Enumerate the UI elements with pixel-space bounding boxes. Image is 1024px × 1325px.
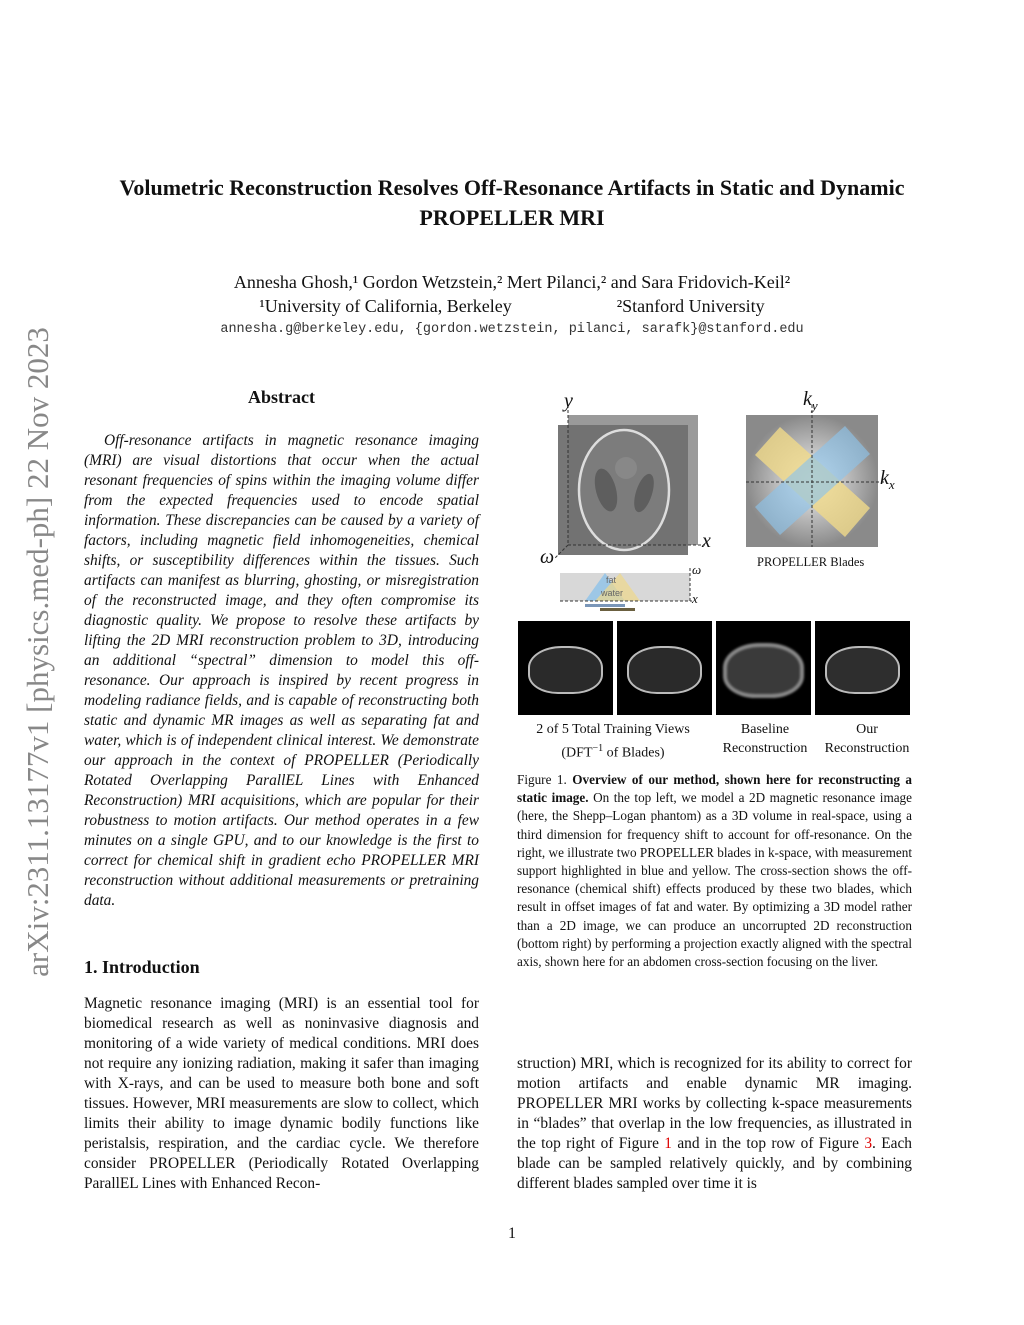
label-ours-line1: Our	[856, 722, 878, 737]
fat-bar	[600, 608, 635, 611]
cross-axis-label-omega: ω	[692, 562, 702, 577]
author-block	[80, 270, 944, 318]
axis-label-y: y	[564, 390, 573, 412]
our-reconstruction-image	[815, 621, 910, 715]
figure-diagram	[540, 390, 920, 615]
label-training-views-line2	[518, 739, 708, 763]
text-part1: struction) MRI, which is recognized for its ability to correct for motion artifacts and enable dynamic MR imaging. PROPELLER MRI works by collecting k-space measurements in “blades” that overlap in the low frequencies, as illustrated in the top right of Figure	[517, 1055, 912, 1152]
axis-label-x: x	[702, 530, 711, 552]
arxiv-identifier: arXiv:2311.13177v1 [physics.med-ph] 22 Nov 2023	[20, 327, 55, 977]
dft-text: (DFT	[561, 745, 593, 761]
phantom-center	[615, 457, 637, 479]
right-column-paragraph	[517, 1054, 912, 1194]
page-number: 1	[508, 1225, 516, 1242]
abstract-heading: Abstract	[248, 387, 315, 407]
abstract-text: Off-resonance artifacts in magnetic resonance imaging (MRI) are visual distortions that occur when the actual resonant frequencies of spins within the imaging volume differ from the expected frequencies used to encode spatial information. These discrepancies can be caused by a variety of factors, including magnetic field inhomogeneities, chemical shifts, or susceptibility differences within the tissues. Such artifacts can manifest as blurring, ghosting, or misregistration of the reconstructed image, and they often compromise its diagnostic quality. We propose to resolve these artifacts by lifting the 2D MRI reconstruction problem to 3D, introducing an additional “spectral” dimension to model this off-resonance. Our approach is inspired by recent progress in modeling radiance fields, and is capable of reconstructing both static and dynamic MR images as well as separating fat and water, which is of independent clinical interest. We demonstrate our approach in the context of PROPELLER (Periodically Rotated Overlapping ParallEL Lines with Enhanced Reconstruction) MRI acquisitions, which are popular for their robustness to motion artifacts. Our method operates in a few minutes on a single GPU, and to our knowledge is the first to correct for chemical shift in gradient echo PROPELLER MRI reconstruction without additional measurements or pretraining data.	[84, 432, 479, 909]
affiliations	[80, 294, 944, 318]
section-heading-introduction: 1. Introduction	[84, 957, 200, 977]
figure-3-link[interactable]: 3	[864, 1135, 873, 1152]
figure-1-link[interactable]: 1	[664, 1135, 672, 1152]
phantom-ellipse	[579, 430, 669, 550]
baseline-reconstruction-image	[716, 621, 811, 715]
fat-label: fat	[606, 575, 617, 585]
training-view-2	[617, 621, 712, 715]
text-part3: . Each blade can be sampled relatively quickly, and by combining different blades sampled over time it is	[517, 1135, 912, 1192]
affiliation-1: ¹University of California, Berkeley	[259, 296, 512, 316]
label-training-views	[518, 720, 708, 763]
author-emails: annesha.g@berkeley.edu, {gordon.wetzstein, pilanci, sarafk}@stanford.edu	[220, 322, 804, 337]
ky-k: k	[803, 388, 812, 410]
text-part2: and in the top row of Figure	[671, 1135, 865, 1152]
axis-label-ky	[803, 388, 818, 414]
ky-sub: y	[811, 398, 818, 413]
label-baseline-line2: Reconstruction	[722, 741, 808, 756]
introduction-paragraph: Magnetic resonance imaging (MRI) is an essential tool for biomedical research as well as noninvasive diagnosis and monitoring of a wide variety of medical conditions. MRI does not require any ionizing radiation, making it safer than imaging with X-rays, and can be used to measure both bone and soft tissues. However, MRI measurements are slow to collect, which limits their ability to image dynamic bodily functions like peristalsis, respiration, and the cardiac cycle. We therefore consider PROPELLER (Periodically Rotated Overlapping ParallEL Lines with Enhanced Recon-	[84, 995, 479, 1192]
figure-caption	[517, 771, 912, 971]
label-baseline	[714, 720, 816, 758]
caption-text: On the top left, we model a 2D magnetic resonance image (here, the Shepp–Logan phantom) as a 3D volume in real-space, using a third dimension for frequency shift to account for off-resonance. On the right, we illustrate two PROPELLER blades in k-space, with measurement support highlighted in blue and yellow. The cross-section shows the off-resonance (chemical shift) effects produced by these two blades, which result in offset images of fat and water. By optimizing a 3D model rather than a 2D image, we can produce an uncorrupted 2D reconstruction (bottom right) by performing a projection exactly aligned with the spectral axis, shown here for an abdomen cross-section focusing on the liver.	[517, 790, 913, 970]
of-blades-text: of Blades)	[603, 745, 665, 761]
dft-sup: −1	[592, 743, 604, 754]
axis-label-kx	[880, 467, 895, 493]
axis-label-omega: ω	[540, 546, 555, 568]
propeller-blades-label: PROPELLER Blades	[757, 555, 865, 569]
caption-prefix: Figure 1.	[517, 772, 573, 787]
water-bar	[585, 604, 625, 607]
paper-title: Volumetric Reconstruction Resolves Off-Resonance Artifacts in Static and Dynamic PROPELLER MRI	[119, 175, 905, 230]
kx-sub: x	[888, 477, 895, 492]
kspace-panel	[746, 405, 886, 547]
water-label: water	[601, 588, 624, 598]
cross-axis-label-x: x	[692, 591, 698, 606]
caption-bold: Overview of our method, shown here for reconstructing a static image.	[517, 772, 912, 806]
label-ours	[816, 720, 918, 758]
author-list: Annesha Ghosh,¹ Gordon Wetzstein,² Mert Pilanci,² and Sara Fridovich-Keil²	[233, 272, 791, 292]
label-baseline-line1: Baseline	[740, 722, 790, 737]
label-ours-line2: Reconstruction	[824, 741, 910, 756]
training-view-1	[518, 621, 613, 715]
affiliation-2: ²Stanford University	[616, 296, 765, 316]
label-training-views-line1: 2 of 5 Total Training Views	[536, 722, 690, 737]
kx-k: k	[880, 467, 889, 489]
